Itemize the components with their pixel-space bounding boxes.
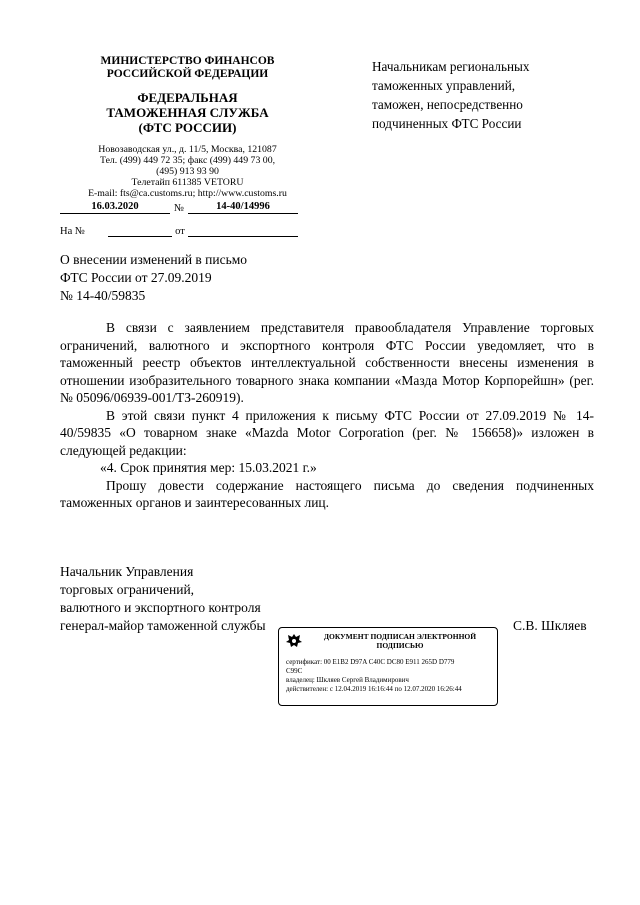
body-paragraph: В этой связи пункт 4 приложения к письму ФТС России от 27.09.2019 № 14-40/59835 «О товарном знаке «Mazda Motor Corporation (рег. № 156658)» изложен в следующей редакции: [60, 407, 594, 458]
stamp-certificate: сертификат: 00 E1B2 D97A C40C DC80 E911 265D D779 [286, 658, 455, 666]
reference-label: На № [60, 226, 85, 237]
stamp-owner: владелец: Шкляев Сергей Владимирович [286, 676, 409, 684]
letter-number: 14-40/14996 [188, 200, 298, 214]
letterhead [60, 55, 315, 199]
number-sign: № [173, 203, 185, 214]
service-name: ФЕДЕРАЛЬНАЯ ТАМОЖЕННАЯ СЛУЖБА (ФТС РОССИИ) [106, 90, 269, 135]
reference-number [108, 223, 172, 237]
body-quote: «4. Срок принятия мер: 15.03.2021 г.» [100, 460, 317, 475]
reference-date [188, 223, 298, 237]
body-paragraph: Прошу довести содержание настоящего письма до сведения подчиненных таможенных органов и заинтересованных лиц. [60, 477, 594, 510]
from-label: от [175, 226, 185, 237]
addressee: Начальникам региональных таможенных управлений, таможен, непосредственно подчиненных ФТС России [372, 59, 530, 131]
e-signature-stamp [278, 627, 498, 706]
stamp-title: ДОКУМЕНТ ПОДПИСАН ЭЛЕКТРОННОЙ ПОДПИСЬЮ [323, 632, 477, 650]
eagle-emblem-icon [284, 631, 304, 651]
letter-body [60, 319, 594, 512]
stamp-validity: действителен: с 12.04.2019 16:16:44 по 12.07.2020 16:26:44 [286, 685, 462, 693]
reference-line [60, 223, 298, 237]
letter-subject: О внесении изменений в письмо ФТС России от 27.09.2019 № 14-40/59835 [60, 252, 248, 303]
signatory-position: Начальник Управления торговых ограничений, валютного и экспортного контроля генерал-майор таможенной службы [60, 564, 266, 633]
stamp-details [286, 658, 492, 694]
ministry-name: МИНИСТЕРСТВО ФИНАНСОВ РОССИЙСКОЙ ФЕДЕРАЦИИ [100, 55, 275, 80]
registration-line [60, 200, 298, 214]
signatory-name: С.В. Шкляев [513, 618, 587, 633]
contact-address: Новозаводская ул., д. 11/5, Москва, 121087 Тел. (499) 449 72 35; факс (499) 449 73 00, (495) 913 93 90 Телетайп 611385 VETORU E-mail: fts@ca.customs.ru; http://www.customs.ru [88, 144, 287, 199]
body-paragraph: В связи с заявлением представителя правообладателя Управление торговых ограничений, валютного и экспортного контроля ФТС России уведомляет, что в таможенный реестр объектов интеллектуальной собственности внесены изменения в отношении изобразительного товарного знака компании «Мазда Мотор Корпорейшн» (рег. № 05096/06939-001/ТЗ-260919). [60, 320, 594, 405]
stamp-certificate-cont: C99C [286, 667, 303, 675]
letter-date: 16.03.2020 [60, 200, 170, 214]
